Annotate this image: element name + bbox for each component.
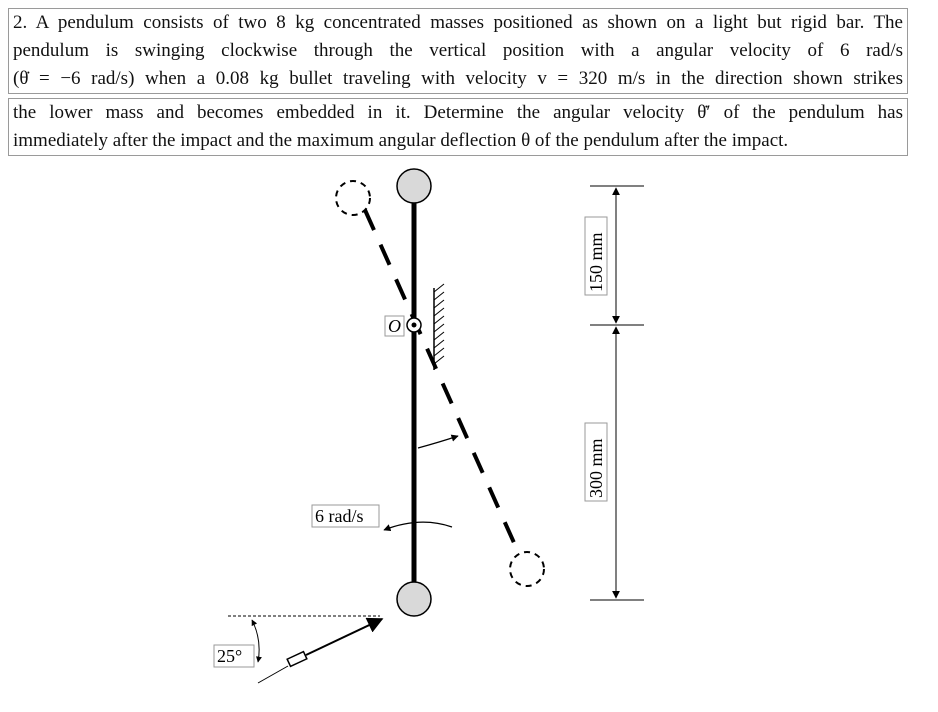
deflected-lower-mass (510, 552, 544, 586)
pivot-label: O (388, 316, 401, 336)
upper-mass (397, 169, 431, 203)
angular-velocity-label: 6 rad/s (315, 506, 364, 526)
problem-line-2: pendulum is swinging clockwise through the vertical position with a angular velocity of 6 rad/s (13, 40, 903, 61)
problem-line-1: 2. A pendulum consists of two 8 kg concentrated masses positioned as shown on a light but rigid bar. The (13, 12, 903, 33)
problem-box-1 (8, 8, 908, 94)
dim-upper-label: 150 mm (586, 232, 606, 292)
bullet-trajectory (258, 666, 288, 683)
bullet (287, 652, 307, 667)
deflected-upper-mass (336, 181, 370, 215)
angular-velocity-arc (384, 522, 452, 530)
pendulum-diagram (0, 160, 938, 712)
bullet-velocity-arrow (306, 619, 382, 655)
problem-statement (8, 8, 908, 156)
problem-line-3: (θ̇ = −6 rad/s) when a 0.08 kg bullet traveling with velocity v = 320 m/s in the direction shown strikes (13, 68, 903, 89)
problem-line-4: the lower mass and becomes embedded in it. Determine the angular velocity θ̇′ of the pendulum has (13, 102, 903, 123)
bullet-angle-label: 25° (217, 646, 243, 666)
problem-line-5: immediately after the impact and the maximum angular deflection θ of the pendulum after the impact. (13, 130, 789, 151)
dim-lower-label: 300 mm (586, 438, 606, 498)
lower-mass (397, 582, 431, 616)
deflection-angle-arc (418, 436, 458, 448)
wall-hatching (434, 284, 444, 364)
pivot-center (412, 323, 417, 328)
deflected-bar (365, 210, 515, 545)
problem-box-2 (8, 98, 908, 156)
